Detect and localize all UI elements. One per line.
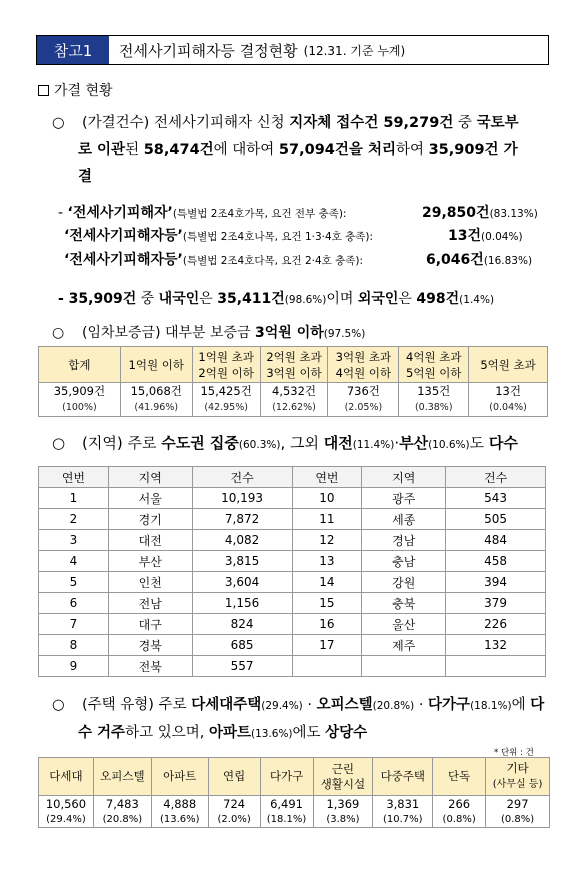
region-cell: 13 (292, 551, 362, 572)
housing-header-cell (260, 758, 313, 796)
pct: (42.95%) (204, 402, 248, 413)
text: 에도 (292, 725, 326, 741)
region-cell: 10,193 (192, 488, 292, 509)
value: 135건 (417, 384, 451, 398)
table-row (39, 551, 546, 572)
value: 35,909건 (53, 384, 106, 398)
bullet-approval-count (52, 110, 552, 191)
region-cell: 3 (39, 530, 109, 551)
region-cell: 인천 (108, 572, 192, 593)
pct: (0.8%) (500, 813, 535, 825)
pct: (10.6%) (428, 439, 470, 451)
region-cell: 경기 (108, 509, 192, 530)
emph-multiplex: 다세대주택 (191, 697, 262, 713)
bullet-circle-icon: ○ (52, 325, 65, 341)
deposit-header-cell (39, 347, 121, 383)
bullet-housing-type (52, 692, 562, 748)
emph-capital: 수도권 집중 (161, 434, 239, 452)
region-cell: 394 (446, 572, 546, 593)
pct: (12.62%) (272, 402, 316, 413)
region-cell: 1 (39, 488, 109, 509)
housing-header-cell (373, 758, 433, 796)
value: 15,068건 (130, 384, 182, 398)
value: 7,483 (105, 796, 139, 811)
table-row (39, 656, 546, 677)
pct: (18.1%) (266, 813, 307, 825)
table-row (39, 614, 546, 635)
text: 전세사기피해자 신청 (149, 115, 290, 131)
region-cell: 1,156 (192, 593, 292, 614)
emph-many: 다 (530, 697, 545, 713)
header-text: 3억원 이하 (266, 365, 322, 380)
pct: (20.8%) (372, 700, 415, 712)
bullet-circle-icon: ○ (52, 115, 65, 131)
region-cell: 전남 (108, 593, 192, 614)
region-cell: 16 (292, 614, 362, 635)
region-cell: 광주 (362, 488, 446, 509)
region-cell: 824 (192, 614, 292, 635)
region-cell: 부산 (108, 551, 192, 572)
deposit-header-cell (120, 347, 192, 383)
label-region: (지역) (82, 434, 123, 452)
region-cell: 경남 (362, 530, 446, 551)
header-title-area (109, 36, 548, 64)
emph-many: 다수 (488, 434, 518, 452)
deposit-table (38, 346, 548, 417)
type-row-2 (64, 225, 373, 245)
value: 13건 (495, 384, 521, 398)
header-text: 오피스텔 (100, 769, 145, 783)
header-text: 4억원 이하 (335, 365, 392, 380)
region-cell: 경북 (108, 635, 192, 656)
header-title: 전세사기피해자등 결정현황 (119, 41, 298, 60)
housing-header-cell (151, 758, 208, 796)
pct: (41.96%) (134, 402, 179, 413)
housing-value-cell (486, 796, 550, 828)
region-cell: 충남 (362, 551, 446, 572)
table-row (39, 530, 546, 551)
text: 중 (453, 115, 477, 131)
text: 된 (125, 142, 144, 158)
text: , 그외 (280, 434, 324, 452)
pct: (20.8%) (102, 813, 143, 825)
region-cell: 충북 (362, 593, 446, 614)
pct: (97.5%) (323, 328, 366, 340)
text: 주로 (122, 434, 162, 452)
deposit-header-cell (260, 347, 328, 383)
deposit-value-cell (469, 383, 548, 417)
bullet-circle-icon: ○ (52, 697, 65, 713)
text: · (394, 434, 400, 452)
pct: (0.8%) (442, 813, 476, 825)
pct: (13.6%) (250, 728, 293, 740)
header-text: 3억원 초과 (335, 349, 392, 364)
type-name: ‘전세사기피해자’ (67, 205, 173, 221)
deposit-header-cell (469, 347, 548, 383)
total: - 35,909건 (58, 291, 137, 307)
housing-header-cell (39, 758, 94, 796)
deposit-value-cell (192, 383, 260, 417)
type-count: 29,850건 (422, 205, 490, 221)
deposit-header-row (39, 347, 548, 383)
housing-header-cell (208, 758, 260, 796)
region-cell (292, 656, 362, 677)
text: 에 대하여 (213, 142, 279, 158)
housing-header-cell (433, 758, 486, 796)
text: 이며 (326, 291, 358, 307)
region-header-cell: 연번 (39, 467, 109, 488)
pct: (0.38%) (414, 402, 453, 413)
region-cell: 4 (39, 551, 109, 572)
header-text: 다중주택 (380, 769, 425, 783)
text: 은 (398, 291, 417, 307)
type-count: 13건 (448, 228, 482, 244)
emph-daejeon: 대전 (323, 434, 353, 452)
header-text: 아파트 (163, 769, 197, 783)
deposit-header-cell (399, 347, 469, 383)
emph-apartment: 아파트 (208, 725, 251, 741)
region-header-row (39, 467, 546, 488)
deposit-header-cell (192, 347, 260, 383)
section-heading (38, 80, 113, 100)
header-subtitle: (12.31. 기준 누계) (303, 43, 406, 58)
value: 10,560 (45, 796, 87, 811)
type-row-1 (58, 202, 346, 222)
region-cell: 484 (446, 530, 546, 551)
value: 736건 (346, 384, 380, 398)
header-text: 기타 (506, 761, 529, 775)
region-cell (362, 656, 446, 677)
emph-processed: 57,094건을 처리 (278, 142, 396, 158)
housing-value-row (39, 796, 550, 828)
region-cell: 3,815 (192, 551, 292, 572)
region-cell: 서울 (108, 488, 192, 509)
type-name: ‘전세사기피해자등’ (64, 228, 183, 244)
value: 15,425건 (200, 384, 252, 398)
header-text: 2억원 초과 (266, 349, 322, 364)
deposit-value-cell (39, 383, 121, 417)
deposit-value-cell (120, 383, 192, 417)
section-label: 가결 현황 (54, 83, 113, 99)
header-text: 다가구 (269, 769, 304, 783)
deposit-header-cell (328, 347, 399, 383)
region-cell: 7,872 (192, 509, 292, 530)
region-cell: 226 (446, 614, 546, 635)
text: 중 (136, 291, 159, 307)
foreign-count: 498건 (416, 291, 460, 307)
header-text: 5억원 초과 (480, 357, 536, 372)
table-row (39, 488, 546, 509)
unit-note: * 단위 : 건 (494, 748, 534, 758)
type-pct: (16.83%) (483, 255, 533, 267)
header-text: 근린 (331, 761, 355, 776)
emph-considerable: 상당수 (325, 725, 368, 741)
text: 하고 있으며, (125, 725, 209, 741)
pct: (11.4%) (352, 439, 395, 451)
region-cell: 132 (446, 635, 546, 656)
header-text: 연립 (223, 769, 246, 783)
table-row (39, 593, 546, 614)
housing-type-table (38, 757, 550, 828)
region-header-cell: 지역 (362, 467, 446, 488)
value: 4,532건 (272, 384, 317, 398)
nationality-line (58, 288, 494, 308)
type-count-2 (448, 225, 523, 245)
emph-approved: 35,909건 가 (428, 142, 518, 158)
deposit-value-cell (328, 383, 399, 417)
deposit-value-cell (399, 383, 469, 417)
region-cell (446, 656, 546, 677)
emph-ministry: 국토부 (476, 115, 519, 131)
emph-multifamily: 다가구 (428, 697, 471, 713)
type-desc: (특별법 2조4호가목, 요건 전부 충족): (172, 208, 347, 220)
region-cell: 전북 (108, 656, 192, 677)
region-cell: 458 (446, 551, 546, 572)
bullet-deposit (52, 322, 365, 342)
pct: (13.6%) (159, 813, 200, 825)
table-row (39, 635, 546, 656)
region-table (38, 466, 546, 677)
header-text: (사무실 등) (492, 779, 543, 790)
region-cell: 대구 (108, 614, 192, 635)
region-cell: 대전 (108, 530, 192, 551)
pct: (60.3%) (238, 439, 281, 451)
pct: (3.8%) (326, 813, 360, 825)
region-cell: 12 (292, 530, 362, 551)
region-cell: 11 (292, 509, 362, 530)
type-desc: (특별법 2조4호다목, 요건 2·4호 충족): (182, 255, 364, 267)
housing-value-cell (260, 796, 313, 828)
housing-header-cell (93, 758, 151, 796)
housing-value-cell (313, 796, 373, 828)
emph-reside: 수 거주 (78, 725, 126, 741)
header-tag: 참고1 (37, 36, 109, 64)
type-desc: (특별법 2조4호나목, 요건 1·3·4호 충족): (182, 231, 374, 243)
region-cell: 9 (39, 656, 109, 677)
region-cell: 14 (292, 572, 362, 593)
table-row (39, 572, 546, 593)
label-approval: (가결건수) (82, 115, 150, 131)
emph-officetel: 오피스텔 (316, 697, 373, 713)
region-header-cell: 건수 (192, 467, 292, 488)
emph-approved-end: 결 (78, 169, 93, 185)
header-text: 합계 (68, 357, 91, 372)
value: 266 (448, 796, 471, 811)
region-header-cell: 건수 (446, 467, 546, 488)
housing-header-row (39, 758, 550, 796)
value: 4,888 (163, 796, 197, 811)
emph-transferred-count: 58,474건 (143, 142, 214, 158)
housing-value-cell (39, 796, 94, 828)
domestic-pct: (98.6%) (284, 294, 327, 306)
text: · (302, 697, 317, 713)
region-header-cell: 연번 (292, 467, 362, 488)
region-cell: 4,082 (192, 530, 292, 551)
region-cell: 2 (39, 509, 109, 530)
region-cell: 15 (292, 593, 362, 614)
table-row (39, 509, 546, 530)
foreign-pct: (1.4%) (459, 294, 495, 306)
region-cell: 울산 (362, 614, 446, 635)
label-deposit: (임차보증금) (82, 325, 161, 341)
housing-value-cell (208, 796, 260, 828)
emph-busan: 부산 (399, 434, 429, 452)
emph-transfer: 로 이관 (78, 142, 126, 158)
region-cell: 강원 (362, 572, 446, 593)
region-cell: 8 (39, 635, 109, 656)
dash: - (58, 205, 68, 221)
text: 도 (469, 434, 489, 452)
pct: (18.1%) (470, 700, 512, 712)
type-count: 6,046건 (426, 252, 484, 268)
housing-value-cell (433, 796, 486, 828)
region-cell: 제주 (362, 635, 446, 656)
value: 1,369 (326, 796, 360, 811)
housing-value-cell (373, 796, 433, 828)
header-box (36, 35, 549, 65)
region-header-cell: 지역 (108, 467, 192, 488)
housing-header-cell (313, 758, 373, 796)
text: 은 (199, 291, 218, 307)
label-housing: (주택 유형) (82, 697, 154, 713)
pct: (0.04%) (489, 402, 527, 413)
region-cell: 543 (446, 488, 546, 509)
type-pct: (83.13%) (489, 208, 538, 220)
region-cell: 557 (192, 656, 292, 677)
header-text: 4억원 초과 (406, 349, 462, 364)
pct: (2.05%) (344, 402, 383, 413)
bullet-circle-icon: ○ (52, 434, 66, 452)
region-cell: 379 (446, 593, 546, 614)
region-cell: 3,604 (192, 572, 292, 593)
pct: (2.0%) (217, 813, 251, 825)
pct: (29.4%) (261, 700, 303, 712)
housing-header-cell (486, 758, 550, 796)
foreign-label: 외국인 (357, 291, 399, 307)
checkbox-square-icon (38, 85, 49, 96)
type-pct: (0.04%) (481, 231, 523, 243)
text: 하여 (395, 142, 429, 158)
region-cell: 17 (292, 635, 362, 656)
header-text: 1억원 초과 (198, 349, 254, 364)
header-text: 1억원 이하 (128, 357, 184, 372)
region-cell: 6 (39, 593, 109, 614)
header-text: 5억원 이하 (406, 365, 462, 380)
value: 6,491 (270, 796, 303, 811)
region-cell: 세종 (362, 509, 446, 530)
header-text: 단독 (448, 769, 471, 783)
text: 주로 (153, 697, 192, 713)
emph-under-300m: 3억원 이하 (255, 325, 324, 341)
region-cell: 5 (39, 572, 109, 593)
value: 724 (223, 796, 246, 811)
housing-value-cell (151, 796, 208, 828)
domestic-label: 내국인 (158, 291, 200, 307)
region-cell: 7 (39, 614, 109, 635)
header-text: 생활시설 (320, 776, 366, 791)
type-row-3 (64, 249, 363, 269)
header-text: 2억원 이하 (198, 365, 254, 380)
housing-value-cell (93, 796, 151, 828)
emph-local-received: 지자체 접수건 59,279건 (289, 115, 454, 131)
pct: (29.4%) (46, 813, 86, 825)
pct: (10.7%) (382, 813, 423, 825)
type-name: ‘전세사기피해자등’ (64, 252, 183, 268)
text: · (414, 697, 429, 713)
region-cell: 505 (446, 509, 546, 530)
type-count-3 (426, 249, 532, 269)
pct: (100%) (62, 402, 97, 413)
value: 297 (506, 796, 529, 811)
domestic-count: 35,411건 (217, 291, 285, 307)
bullet-region (52, 432, 518, 453)
value: 3,831 (386, 796, 420, 811)
header-text: 다세대 (49, 769, 83, 783)
deposit-value-row (39, 383, 548, 417)
type-count-1 (422, 202, 538, 222)
text: 에 (511, 697, 531, 713)
text: 대부분 보증금 (160, 325, 256, 341)
deposit-value-cell (260, 383, 328, 417)
region-cell: 685 (192, 635, 292, 656)
region-cell: 10 (292, 488, 362, 509)
